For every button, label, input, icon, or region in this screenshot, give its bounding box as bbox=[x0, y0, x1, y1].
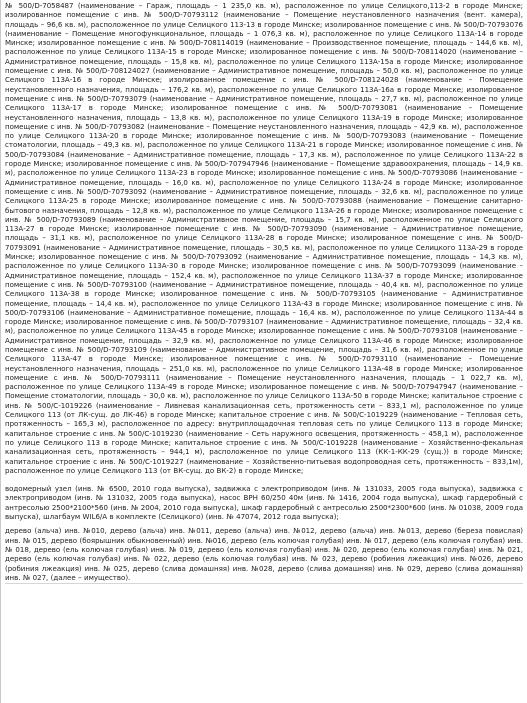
equipment-list-paragraph: водомерный узел (инв. № 6500, 2010 года выпуска), задвижка с электроприводом (инв. № 131033, 2005 года выпуска), задвижка с электроприводом (инв. № 131032, 2005 года выпуска), насос ВРН 60/250 40м (инв. № 1416, 2004 года выпуска), шкаф гардеробный с антресолью 2500*2100*560 (инв. № 2004, 2010 года выпуска), шкаф гардеробный с антресолью 2500*2300*600 (инв. № 01038, 2009 года выпуска), шлагбаум WIL6/A в комплекте (Селицкого) (инв. № 47074, 2012 года выпуска); bbox=[5, 484, 523, 522]
paragraph-gap bbox=[5, 475, 523, 484]
property-list-paragraph: № 500/D-7058487 (наименование – Гараж, площадь – 1 235,0 кв. м), расположенное по улице Селицкого,113-2 в городе Минске; изолированное помещение с инв. № 500/D-70793112 (наименование – Помещение неустановленного назначения (вент. камера), площадь – 96,6 кв. м), расположенное по улице Селицкого 113-13 в городе Минске; изолированное помещение с инв. № 500/D-70793076 (наименование – Помещение многофункциональное, площадь – 1 076,3 кв. м), расположенное по улице Селицкого 113А-14 в городе Минске; изолированное помещение с инв. № 500/D-708114019 (наименование – Производственное помещение, площадь – 144,6 кв. м), расположенное по улице Селицкого 113А-15 в городе Минске; изолированное помещение с инв. № 500/D-708114020 (наименование – Административное помещение, площадь – 15,8 кв. м), расположенное по улице Селицкого 113А-15а в городе Минске; изолированное помещение с инв. № 500/D-708124027 (наименование – Административное помещение, площадь – 50,0 кв. м), расположенное по улице Селицкого 113А-16 в городе Минске; изолированное помещение с инв. № 500/D-708124028 (наименование – Помещение неустановленного назначения, площадь – 176,2 кв. м), расположенное по улице Селицкого 113А-16а в городе Минске; изолированное помещение с инв. № 500/D-70793079 (наименование – Административное помещение, площадь – 27,7 кв. м), расположенное по улице Селицкого 113А-17 в городе Минске; изолированное помещение с инв. № 500/D-70793081 (наименование – Помещение неустановленного назначения, площадь – 13,8 кв. м), расположенное по улице Селицкого 113А-19 в городе Минске; изолированное помещение с инв. № 500/D-70793082 (наименование – Помещение неустановленного назначения, площадь – 42,9 кв. м), расположенное по улице Селицкого 113А-20 в городе Минске; изолированное помещение с инв. № 500/D-70793083 (наименование – Помещение стоматологии, площадь – 49,3 кв. м), расположенное по улице Селицкого 113А-21 в городе Минске; изолированное помещение с инв. № 500/D-70793084 (наименование – Административное помещение, площадь – 17,3 кв. м), расположенное по улице Селицкого 113А-22 в городе Минске; изолированное помещение с инв. № 500/D-707947946 (наименование – Помещение здравоохранения, площадь – 14,9 кв. м), расположенное по улице Селицкого 113А-23 в городе Минске; изолированное помещение с инв. № 500/D-70793086 (наименование – Административное помещение, площадь – 16,0 кв. м), расположенное по улице Селицкого 113А-24 в городе Минске; изолированное помещение с инв. № 500/D-70793092 (наименование – Административное помещение, площадь – 32,6 кв. м), расположенное по улице Селицкого 113А-25 в городе Минске; изолированное помещение с инв. № 500/D-70793088 (наименование – Помещение санитарно-бытового назначения, площадь – 12,8 кв. м), расположенное по улице Селицкого 113А-26 в городе Минске; изолированное помещение с инв. № 500/D-70793089 (наименование – Административное помещение, площадь – 15,7 кв. м), расположенное по улице Селицкого 113А-27 в городе Минске; изолированное помещение с инв. № 500/D-70793090 (наименование – Административное помещение, площадь – 31,1 кв. м), расположенное по улице Селицкого 113А-28 в городе Минске; изолированное помещение с инв. № 500/D-70793091 (наименование – Административное помещение, площадь – 30,5 кв. м), расположенное по улице Селицкого 113А-29 в городе Минске; изолированное помещение с инв. № 500/D-70793092 (наименование – Административное помещение, площадь – 14,3 кв. м), расположенное по улице Селицкого 113А-30 в городе Минске; изолированное помещение с инв. № 500/D-70793099 (наименование – Административное помещение, площадь – 152,4 кв. м), расположенное по улице Селицкого 113А-37 в городе Минске; изолированное помещение с инв. № 500/D-70793100 (наименование – Административное помещение, площадь – 40,4 кв. м), расположенное по улице Селицкого 113А-38 в городе Минске; изолированное помещение с инв. № 500/D-70793105 (наименование – Административное помещение, площадь – 14,4 кв. м), расположенное по улице Селицкого 113А-43 в городе Минске; изолированное помещение с инв. № 500/D-70793106 (наименование – Административное помещение, площадь – 16,4 кв. м), расположенное по улице Селицкого 113А-44 в городе Минске; изолированное помещение с инв. № 500/D-70793107 (наименование – Административное помещение, площадь – 32,4 кв. м), расположенное по улице Селицкого 113А-45 в городе Минске; изолированное помещение с инв. № 500/D-70793108 (наименование – Административное помещение, площадь – 32,9 кв. м), расположенное по улице Селицкого 113А-46 в городе Минске; изолированное помещение с инв. № 500/D-70793109 (наименование – Административное помещение, площадь – 31,6 кв. м), расположенное по улице Селицкого 113А-47 в городе Минске; изолированное помещение с инв. № 500/D-70793110 (наименование – Помещение неустановленного назначения, площадь – 251,0 кв. м), расположенное по улице Селицкого 113А-48 в городе Минске; изолированное помещение с инв. № 500/D-70793111 (наименование – Помещение неустановленного назначения, площадь – 1 022,7 кв. м), расположенное по улице Селицкого 113А-49 в городе Минске; изолированное помещение с инв. № 500/D-707947947 (наименование – Помещение стоматологии, площадь – 30,0 кв. м), расположенное по улице Селицкого 113А-50 в городе Минске; капитальное строение с инв. № 500/С-1019226 (наименование – Ливневая канализационная сеть, протяженность сети – 833,1 м), расположенное по улице Селицкого 113 (от ЛК-сущ. до ЛК-46) в городе Минске; капитальное строение с инв. № 500/С-1019229 (наименование – Тепловая сеть, протяженность – 165,3 м), расположенное по адресу: внутриплощадочная тепловая сеть по улице Селицкого 113 в городе Минске; капитальное строение с инв. № 500/С-1019230 (наименование – Сеть наружного освещения, протяженность – 458,1 м), расположенное по улице Селицкого 113 в городе Минске; капитальное строение с инв. № 500/С-1019228 (наименование – Хозяйственно-фекальная канализационная сеть, протяженность – 944,1 м), расположенное по улице Селицкого 113 (КК-1-КК-29 (сущ.)) в городе Минске; капитальное строение с инв. № 500/С-1019227 (наименование – Хозяйственно-питьевая водопроводная сеть, протяженность – 833,1м), расположенное по улице Селицкого 113 (от ВК-сущ. до ВК-2) в городе Минске; bbox=[5, 1, 523, 475]
trees-list-paragraph: дерево (альча) инв. №010, дерево (альча) инв. №011, дерево (альча) инв. №012, дерево (альча) инв. №013, дерево (береза повислая) инв. № 015, дерево (боярышник обыкновенный) инв. №016, дерево (ель колючая голубая) инв. № 017, дерево (ель колючая голубая) инв. № 018, дерево (ель колючая голубая) инв. № 019, дерево (ель колючая голубая) инв. № 020, дерево (ель колючая голубая) инв. № 021, дерево (ель колючая голубая) инв. № 022, дерево (ель колючая голубая) инв. № 023, дерево (робиния лжеакция) инв. №026, дерево (робиния лжеакция) инв. № 025, дерево (слива домашняя) инв. №028, дерево (слива домашняя) инв. № 029, дерево (слива домашняя) инв. № 027, (далее – имущество). bbox=[5, 526, 523, 584]
